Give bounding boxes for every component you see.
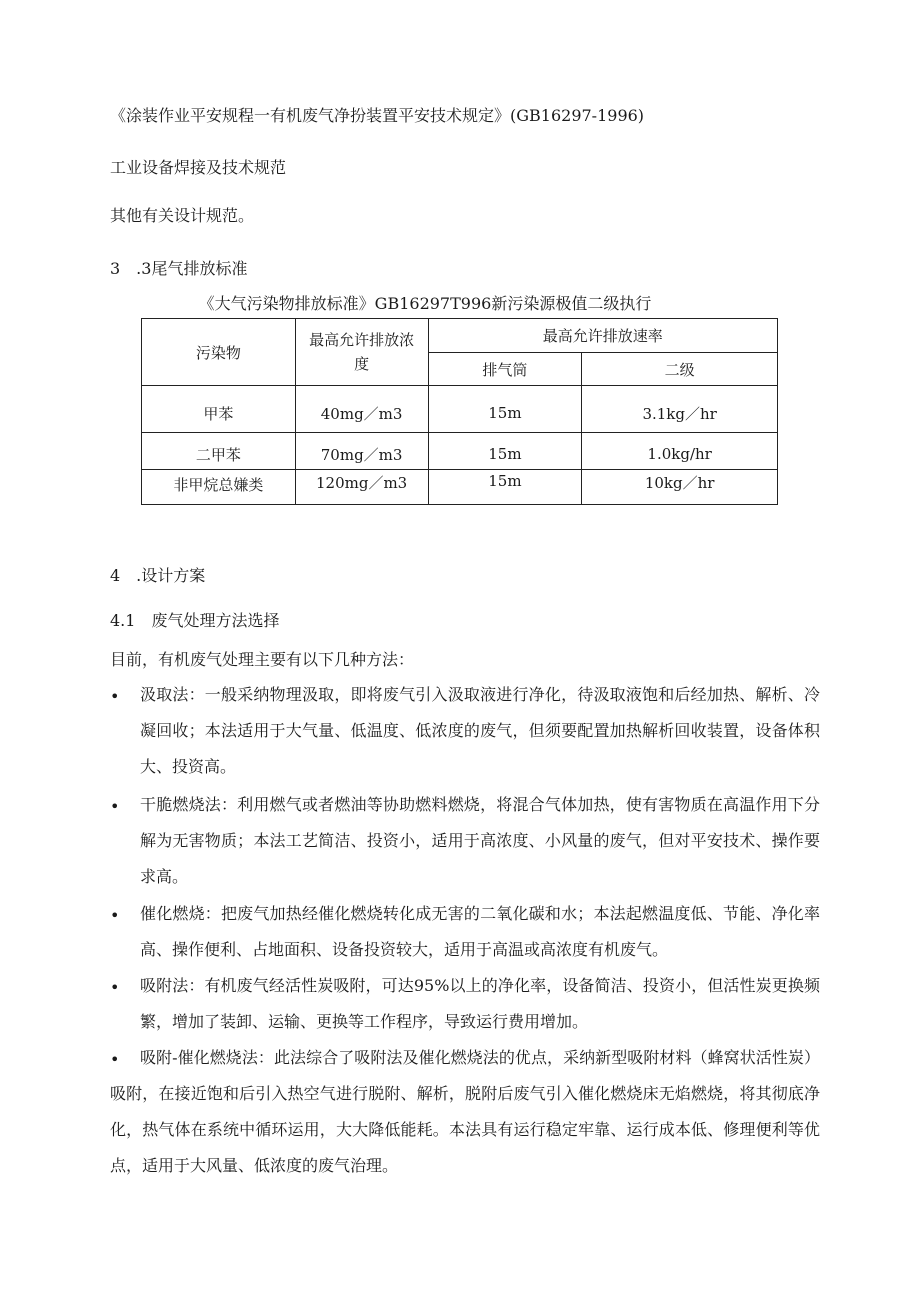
method-adsorption-catalytic: 吸附-催化燃烧法：此法综合了吸附法及催化燃烧法的优点，采纳新型吸附材料（蜂窝状活性炭）吸附，在接近饱和后引入热空气进行脱附、解析，脱附后废气引入催化燃烧床无焰燃烧，将其彻底净化，热气体在系统中循环运用，大大降低能耗。本法具有运行稳定牢靠、运行成本低、修理便利等优点，适用于大风量、低浓度的废气治理。 <box>110 1048 820 1175</box>
cell-pollutant: 二甲苯 <box>142 433 296 470</box>
reference-standard-2: 工业设备焊接及技术规范 <box>110 158 287 177</box>
emission-standard-table <box>141 318 778 505</box>
section-3-3-heading: 3 .3尾气排放标准 <box>110 259 248 278</box>
reference-standard-3: 其他有关设计规范。 <box>110 206 255 225</box>
cell-stack: 15m <box>428 386 582 433</box>
bullet-icon: • <box>110 906 120 925</box>
table-caption: 《大气污染物排放标准》GB16297T996新污染源极值二级执行 <box>198 294 652 313</box>
header-rate: 最高允许排放速率 <box>428 319 777 353</box>
cell-rate: 3.1kg／hr <box>582 386 778 433</box>
section-4-1-heading: 4.1 废气处理方法选择 <box>110 611 280 630</box>
bullet-icon: • <box>110 797 120 816</box>
cell-stack: 15m <box>428 433 582 470</box>
cell-stack: 15m <box>428 470 582 505</box>
cell-rate: 1.0kg/hr <box>582 433 778 470</box>
header-concentration: 最高允许排放浓度 <box>295 319 428 386</box>
header-level2: 二级 <box>582 353 778 386</box>
header-pollutant: 污染物 <box>142 319 296 386</box>
cell-concentration: 40mg／m3 <box>295 386 428 433</box>
bullet-icon: • <box>110 1050 120 1069</box>
table-row <box>142 386 778 433</box>
method-catalytic-combustion: 催化燃烧：把废气加热经催化燃烧转化成无害的二氧化碳和水；本法起燃温度低、节能、净化率高、操作便利、占地面积、设备投资较大，适用于高温或高浓度有机废气。 <box>140 904 820 959</box>
cell-pollutant: 甲苯 <box>142 386 296 433</box>
method-absorption: 汲取法：一般采纳物理汲取，即将废气引入汲取液进行净化，待汲取液饱和后经加热、解析、冷凝回收；本法适用于大气量、低温度、低浓度的废气，但须要配置加热解析回收装置，设备体积大、投资高。 <box>140 685 820 776</box>
cell-rate: 10kg／hr <box>582 470 778 505</box>
bullet-icon: • <box>110 978 120 997</box>
table-row <box>142 470 778 505</box>
reference-standard-1: 《涂装作业平安规程一有机废气净扮装置平安技术规定》(GB16297-1996) <box>110 106 645 125</box>
section-4-heading: 4 .设计方案 <box>110 566 206 585</box>
table-row <box>142 433 778 470</box>
method-direct-combustion: 干脆燃烧法：利用燃气或者燃油等协助燃料燃烧，将混合气体加热，使有害物质在高温作用下分解为无害物质；本法工艺简洁、投资小，适用于高浓度、小风量的废气，但对平安技术、操作要求高。 <box>140 795 820 886</box>
cell-pollutant: 非甲烷总嫌类 <box>142 470 296 505</box>
header-stack: 排气筒 <box>428 353 582 386</box>
cell-concentration: 120mg／m3 <box>295 470 428 505</box>
methods-intro: 目前，有机废气处理主要有以下几种方法： <box>110 650 415 669</box>
bullet-icon: • <box>110 687 120 706</box>
method-adsorption: 吸附法：有机废气经活性炭吸附，可达95%以上的净化率，设备简洁、投资小，但活性炭更换频繁，增加了装卸、运输、更换等工作程序，导致运行费用增加。 <box>140 976 820 1031</box>
cell-concentration: 70mg／m3 <box>295 433 428 470</box>
